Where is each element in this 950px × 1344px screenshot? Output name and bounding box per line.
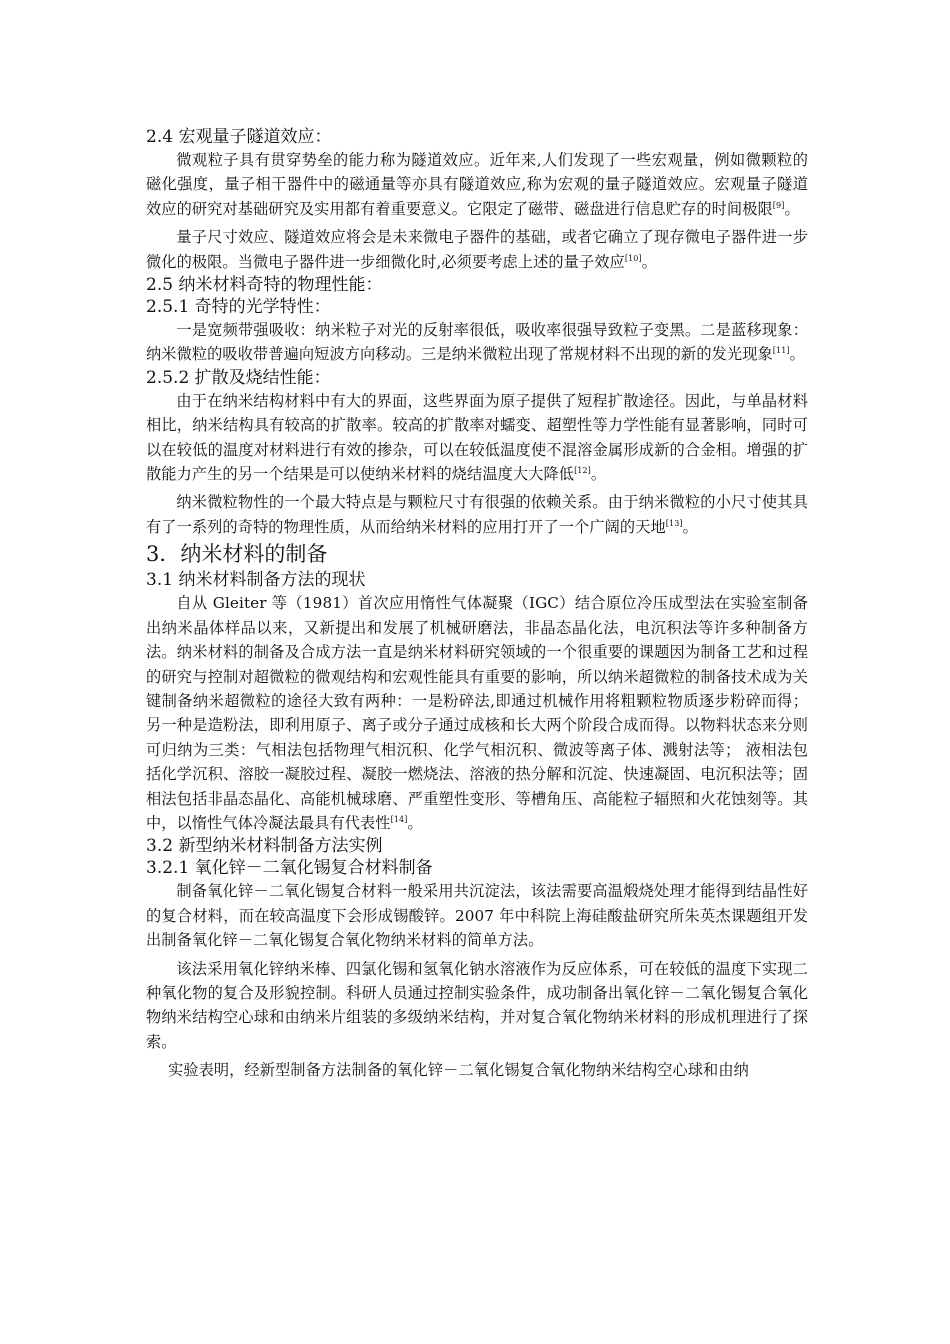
paragraph-text: 量子尺寸效应、隧道效应将会是未来微电子器件的基础，或者它确立了现存微电子器件进一步微化的极限。当微电子器件进一步细微化时,必须要考虑上述的量子效应 [146, 228, 808, 271]
section-heading-2-5-1: 2.5.1 奇特的光学特性： [146, 297, 331, 318]
section-heading-3-2-1: 3.2.1 氧化锌－二氧化锡复合材料制备 [146, 858, 433, 879]
citation: [9] [772, 200, 785, 210]
section-heading-2-4: 2.4 宏观量子隧道效应： [146, 127, 332, 147]
paragraph-end: 。 [407, 813, 423, 832]
paragraph: 制备氧化锌－二氧化锡复合材料一般采用共沉淀法，该法需要高温煅烧处理才能得到结晶性好的复合材料，而在较高温度下会形成锡酸锌。2007 年中科院上海硅酸盐研究所朱英杰课题组开发出制备氧化锌－二氧化锡复合氧化物纳米材料的简单方法。 [146, 882, 808, 950]
paragraph-text: 由于在纳米结构材料中有大的界面，这些界面为原子提供了短程扩散途径。因此，与单晶材料相比，纳米结构具有较高的扩散率。较高的扩散率对蠕变、超塑性等力学性能有显著影响，同时可以在较低的温度对材料进行有效的掺杂，可以在较低温度使不混溶金属形成新的合金相。增强的扩散能力产生的另一个结果是可以使纳米材料的烧结温度大大降低 [146, 391, 808, 484]
paragraph-text: 自从 Gleiter 等（1981）首次应用惰性气体凝聚（IGC）结合原位冷压成型法在实验室制备出纳米晶体样品以来，又新提出和发展了机械研磨法，非晶态晶化法，电沉积法等许多种制备方法。纳米材料的制备及合成方法一直是纳米材料研究领域的一个很重要的课题因为制备工艺和过程的研究与控制对超微粒的微观结构和宏观性能具有重要的影响，所以纳米超微粒的制备技术成为关键制备纳米超微粒的途径大致有两种：一是粉碎法,即通过机械作用将粗颗粒物质逐步粉碎而得；另一种是造粉法，即利用原子、离子或分子通过成核和长大两个阶段合成而得。以物料状态来分则可归纳为三类：气相法包括物理气相沉积、化学气相沉积、微波等离子体、溅射法等； 液相法包括化学沉积、溶胶一凝胶过程、凝胶一燃烧法、溶液的热分解和沉淀、快速凝固、电沉积法等；固相法包括非晶态晶化、高能机械球磨、严重塑性变形、等槽角压、高能粒子辐照和火花蚀刻等。其中，以惰性气体冷凝法最具有代表性 [146, 594, 808, 832]
paragraph-end: 。 [641, 252, 657, 271]
paragraph-end: 。 [784, 199, 800, 218]
paragraph-end: 。 [590, 465, 607, 484]
document-page [146, 126, 808, 1083]
section-heading-2-5: 2.5 纳米材料奇特的物理性能： [146, 275, 383, 296]
paragraph-text: 微观粒子具有贯穿势垒的能力称为隧道效应。近年来,人们发现了一些宏观量，例如微颗粒的磁化强度，量子相干器件中的磁通量等亦具有隧道效应,称为宏观的量子隧道效应。宏观量子隧道效应的研究对基础研究及实用都有着重要意义。它限定了磁带、磁盘进行信息贮存的时间极限 [146, 151, 808, 218]
citation: [13] [665, 518, 683, 528]
paragraph [146, 389, 808, 487]
paragraph-end: 。 [789, 345, 805, 364]
paragraph: 该法采用氧化锌纳米棒、四氯化锡和氢氧化钠水溶液作为反应体系，可在较低的温度下实现二种氧化物的复合及形貌控制。科研人员通过控制实验条件，成功制备出氧化锌－二氧化锡复合氧化物纳米结构空心球和由纳米片组装的多级纳米结构，并对复合氧化物纳米材料的形成机理进行了探索。 [146, 959, 808, 1051]
paragraph [146, 591, 808, 835]
section-heading-2-5-2: 2.5.2 扩散及烧结性能： [146, 367, 331, 388]
paragraph [146, 318, 808, 367]
paragraph: 实验表明，经新型制备方法制备的氧化锌－二氧化锡复合氧化物纳米结构空心球和由纳 [168, 1061, 749, 1080]
paragraph [146, 225, 808, 274]
chapter-heading-3: 3．纳米材料的制备 [146, 542, 328, 567]
section-heading-3-2: 3.2 新型纳米材料制备方法实例 [146, 836, 383, 857]
citation: [10] [624, 253, 642, 263]
paragraph-text: 一是宽频带强吸收：纳米粒子对光的反射率很低，吸收率很强导致粒子变黑。二是蓝移现象：纳米微粒的吸收带普遍向短波方向移动。三是纳米微粒出现了常规材料不出现的新的发光现象 [146, 321, 808, 364]
citation: [11] [772, 346, 790, 356]
citation: [12] [574, 466, 591, 476]
citation: [14] [390, 814, 408, 824]
section-heading-3-1: 3.1 纳米材料制备方法的现状 [146, 570, 366, 591]
paragraph-text: 纳米微粒物性的一个最大特点是与颗粒尺寸有很强的依赖关系。由于纳米微粒的小尺寸使其具有了一系列的奇特的物理性质，从而给纳米材料的应用打开了一个广阔的天地 [146, 493, 808, 536]
paragraph [146, 490, 808, 539]
paragraph-end: 。 [682, 517, 698, 536]
paragraph [146, 148, 808, 221]
